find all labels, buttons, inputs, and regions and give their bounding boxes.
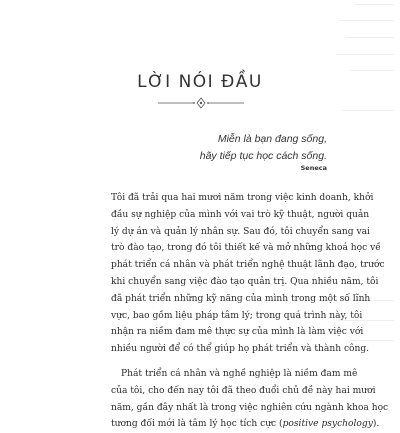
paragraph-1-line-1: Tôi đã trải qua hai mươi năm trong việc kinh doanh, khởi [111,193,374,203]
epigraph-line-1: Miễn là bạn đang sống, [217,133,327,145]
paragraph-1-line-9: nhận ra niềm đam mê thực sự của mình là làm việc với [111,327,364,338]
paragraph-1-line-2: đầu sự nghiệp của mình với vai trò kỹ thuật, người quản [111,209,370,220]
paragraph-2-line-1: Phát triển cá nhân và nghề nghiệp là niềm đam mê [121,368,358,379]
paragraph-1-line-6: khi chuyển sang việc đào tạo quản trị. Qua nhiều năm, tôi [111,276,379,287]
epigraph-line-2: hãy tiếp tục học cách sống. [199,150,327,162]
epigraph-author: Seneca [300,164,327,172]
paragraph-1-line-4: trò đào tạo, trong đó tôi thiết kế và mở những khoá học về [111,243,381,254]
body-text [111,190,389,433]
paragraph-2-line-3: năm, gần đây nhất là trong việc nghiên cứu ngành khoa học [111,402,389,413]
paragraph-1-line-3: lý dự án và quản lý nhân sự. Sau đó, tôi chuyển sang vai [111,226,370,237]
epigraph [200,131,327,165]
paragraph-1-line-10: nhiều người để có thể giúp họ phát triển và thành công. [111,344,370,355]
title-ornament-icon [156,97,246,109]
paragraph-2-line-2: của tôi, cho đến nay tôi đã theo đuổi chủ đề này hai mươi [111,385,376,396]
paragraph-2-line-4: tương đối mới là tâm lý học tích cực (positive psychology). [111,419,380,430]
paragraph-1-line-5: phát triển cá nhân và phát triển nghệ thuật lãnh đạo, trước [111,260,385,271]
paragraph-1-line-8: vực, bao gồm liệu pháp tâm lý; trong quá trình này, tôi [111,310,363,321]
page-title: LỜI NÓI ĐẦU [137,72,263,92]
positive-psychology-term: positive psychology [282,419,373,430]
paragraph-1-line-7: đã phát triển những kỹ năng của mình trong một số lĩnh [111,293,371,304]
